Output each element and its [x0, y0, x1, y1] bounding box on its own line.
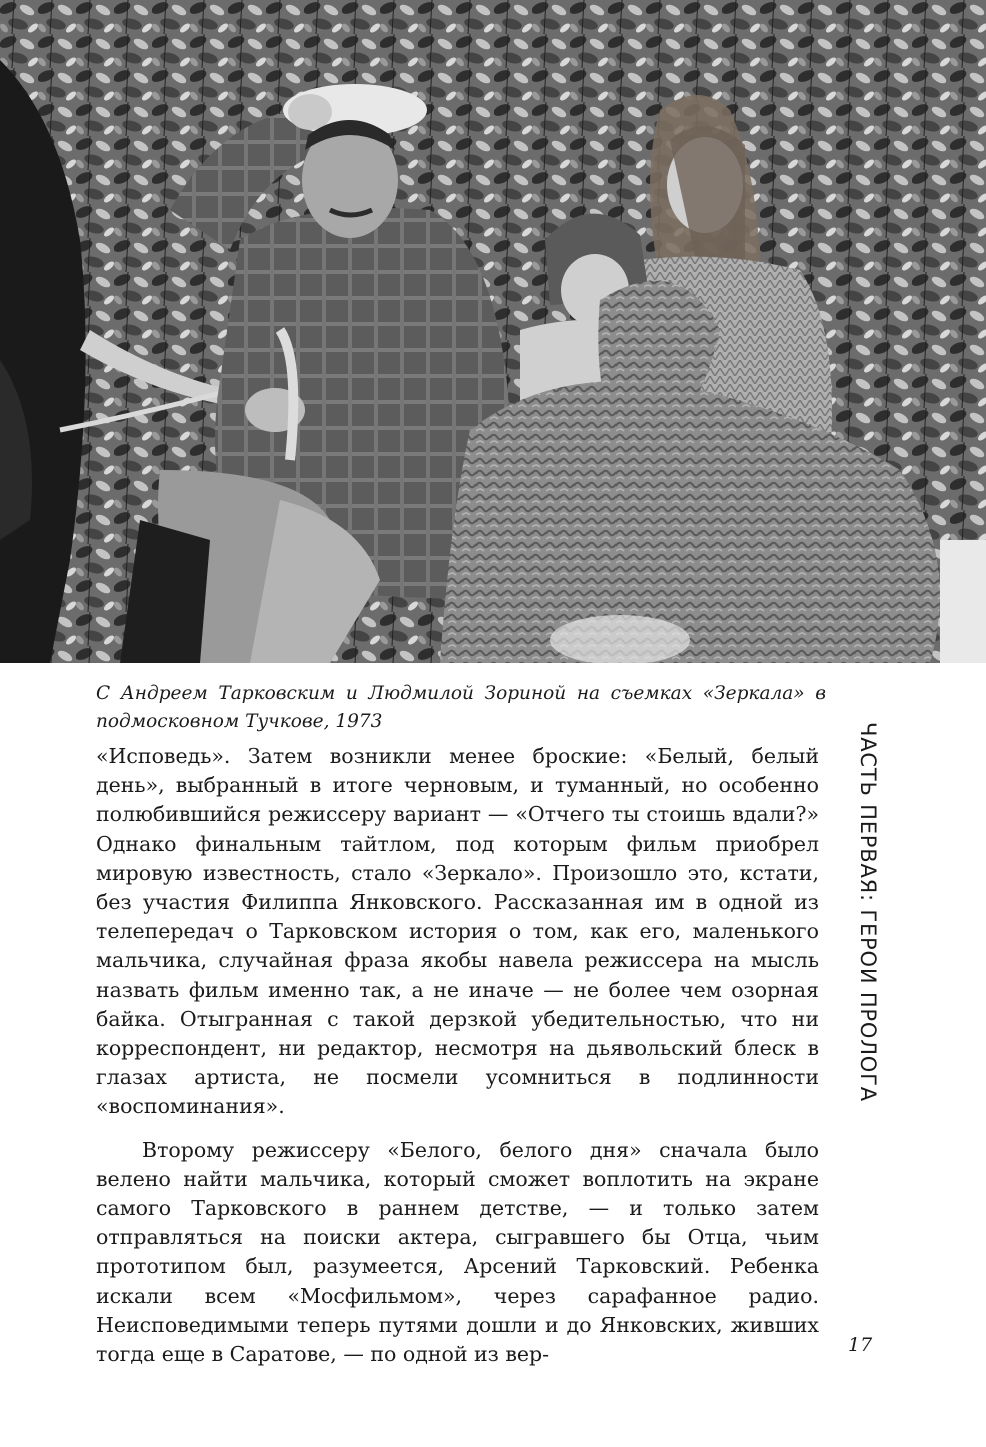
photo-illustration — [0, 0, 986, 663]
body-text — [96, 742, 819, 1369]
page-number: 17 — [848, 1334, 873, 1356]
photo-caption: С Андреем Тарковским и Людмилой Зориной на съемках «Зеркала» в подмосковном Тучкове, 1973 — [96, 683, 826, 732]
paragraph: «Исповедь». Затем возникли менее броские: «Белый, белый день», выбранный в итоге черновым, и туманный, но особенно полюбившийся режиссеру вариант — «Отчего ты стоишь вдали?» Однако финальным тайтлом, под которым фильм приобрел мировую известность, стало «Зеркало». Произошло это, кстати, без участия Филиппа Янковского. Рассказанная им в одной из телепередач о Тарковском история о том, как его, маленького мальчика, случайная фраза якобы навела режиссера на мысль назвать фильм именно так, а не иначе — не более чем озорная байка. Отыгранная с такой дерзкой убедительностью, что ни корреспондент, ни редактор, несмотря на дьявольский блеск в глазах артиста, не посмели усомниться в подлинности «воспоминания». — [96, 744, 819, 1119]
photo — [0, 0, 986, 663]
paragraph: Второму режиссеру «Белого, белого дня» сначала было велено найти мальчика, который сможет воплотить на экране самого Тарковского в раннем детстве, — и только затем отправляться на поиски актера, сыгравшего бы Отца, чьим прототипом был, разумеется, Арсений Тарковский. Ребенка искали всем «Мосфильмом», через сарафанное радио. Неисповедимыми теперь путями дошли и до Янковских, живших тогда еще в Саратове, — по одной из вер- — [96, 1137, 819, 1367]
running-head: ЧАСТЬ ПЕРВАЯ: ГЕРОИ ПРОЛОГА — [856, 722, 880, 1102]
